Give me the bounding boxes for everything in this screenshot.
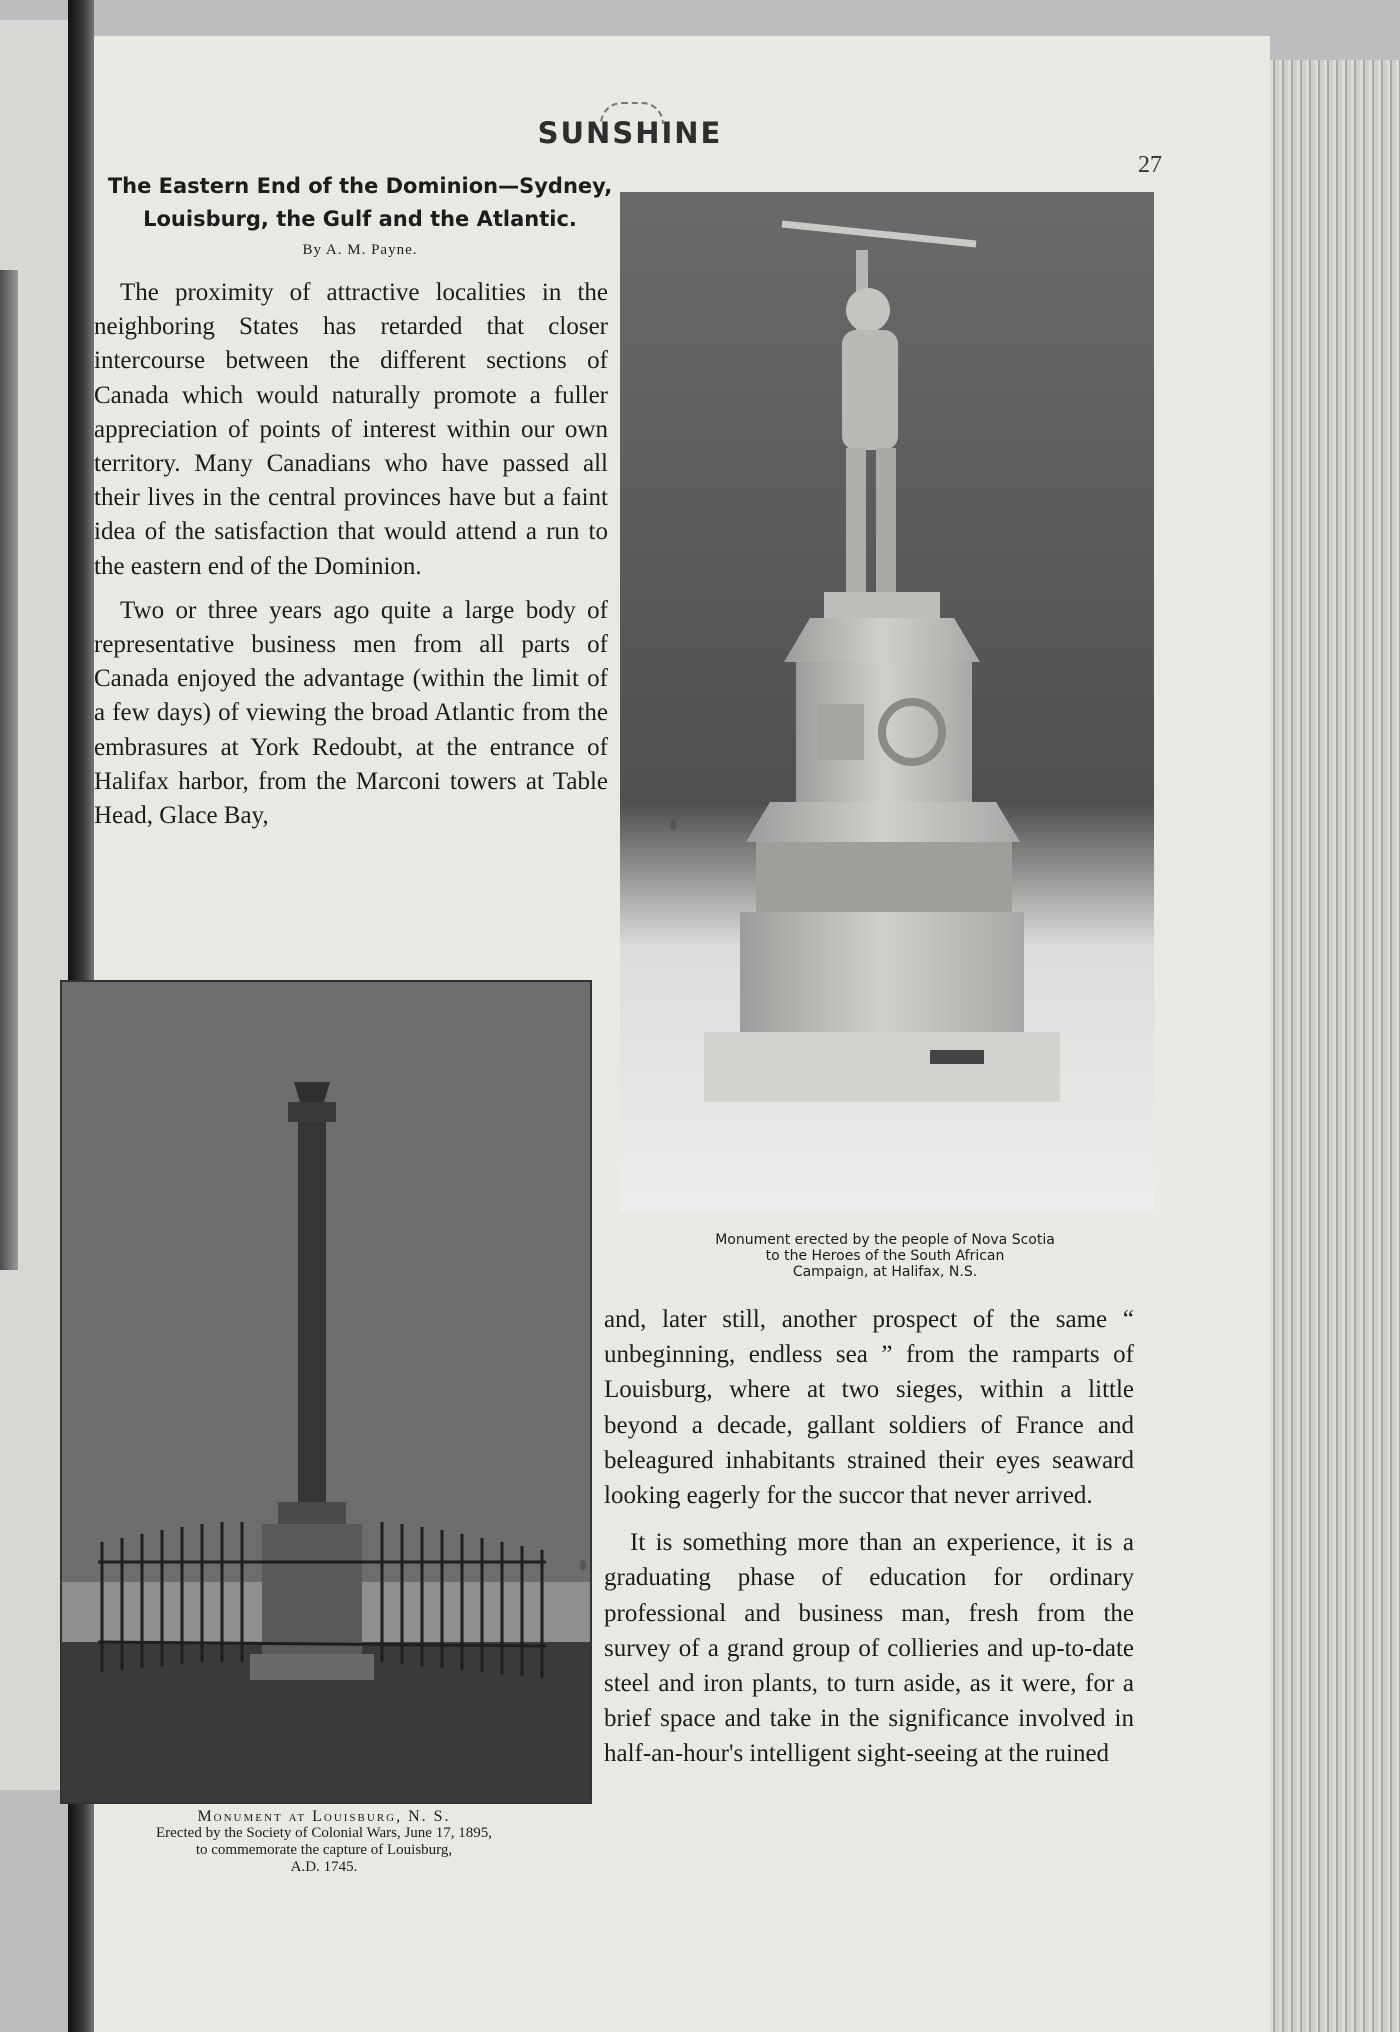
article-left-column (94, 276, 608, 833)
statue-caption (630, 1232, 1140, 1280)
pinhole-mark (670, 820, 676, 830)
article-title-line-2: Louisburg, the Gulf and the Atlantic. (143, 207, 577, 231)
masthead (520, 116, 740, 150)
masthead-title: SUNSHINE (537, 116, 723, 150)
page-number: 27 (1138, 152, 1162, 178)
article-byline: By A. M. Payne. (302, 242, 418, 258)
statue-caption-line-2: to the Heroes of the South African (765, 1248, 1005, 1264)
article-title (100, 170, 620, 236)
page-stack-edges (1270, 60, 1400, 2032)
louisburg-caption-title: Monument at Louisburg, N. S. (197, 1808, 451, 1825)
statue-monument-photo (620, 192, 1154, 1212)
louisburg-monument-photo (60, 980, 592, 1804)
column-illustration (62, 982, 590, 1802)
louisburg-caption (60, 1808, 588, 1876)
article-title-line-1: The Eastern End of the Dominion—Sydney, (107, 174, 613, 198)
article-right-column (604, 1302, 1134, 1772)
statue-caption-line-3: Campaign, at Halifax, N.S. (792, 1264, 978, 1280)
statue-caption-line-1: Monument erected by the people of Nova Scotia (715, 1232, 1055, 1248)
louisburg-caption-line-3: A.D. 1745. (290, 1859, 358, 1875)
sun-rays-icon (600, 102, 664, 124)
previous-page-photo-strip (0, 270, 18, 1270)
louisburg-caption-line-2: to commemorate the capture of Louisburg, (195, 1842, 453, 1858)
paragraph: It is something more than an experience, it is a graduating phase of education for ordinary professional and business man, fresh from the survey of a grand group of collieries and up-to-date steel and iron plants, to turn aside, as it were, for a brief space and take in the significance involved in half-an-hour's intelligent sight-seeing at the ruined (604, 1529, 1134, 1768)
paragraph: Two or three years ago quite a large body of representative business men from all parts of Canada enjoyed the advantage (within the limit of a few days) of viewing the broad Atlantic from the embrasures at York Redoubt, at the entrance of Halifax harbor, from the Marconi towers at Table Head, Glace Bay, (94, 596, 608, 830)
louisburg-caption-line-1: Erected by the Society of Colonial Wars, June 17, 1895, (156, 1825, 492, 1841)
paragraph: The proximity of attractive localities in the neighboring States has retarded that closer intercourse between the different sections of Canada which would naturally promote a fuller appreciation of points of interest within our own territory. Many Canadians who have passed all their lives in the central provinces have but a faint idea of the satisfaction that would attend a run to the eastern end of the Dominion. (94, 279, 608, 580)
statue-illustration (620, 192, 1154, 1212)
paragraph: and, later still, another prospect of the same “ unbeginning, endless sea ” from the ramparts of Louisburg, where at two sieges, within a little beyond a decade, gallant soldiers of France and beleagured inhabitants strained their eyes seaward looking eagerly for the succor that never arrived. (604, 1306, 1134, 1510)
pinhole-mark (580, 1560, 586, 1570)
